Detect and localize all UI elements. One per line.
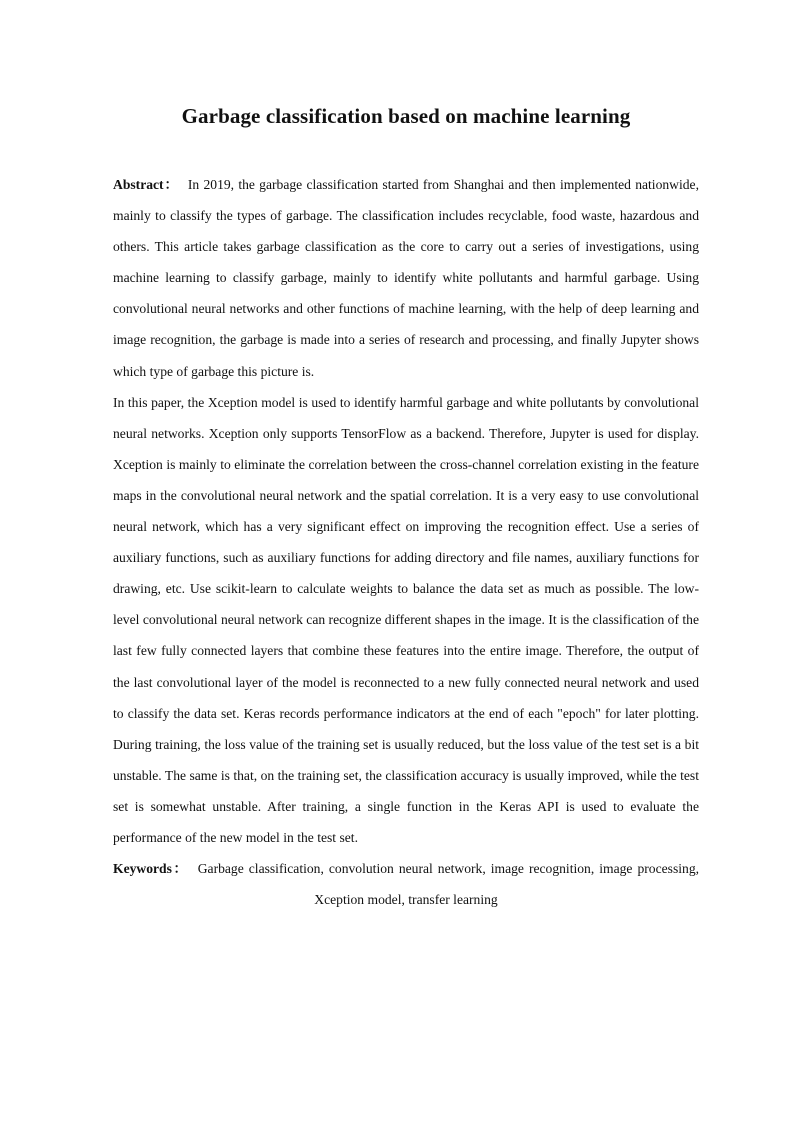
abstract-section	[113, 169, 699, 915]
abstract-label: Abstract	[113, 177, 164, 192]
abstract-paragraph-2	[113, 387, 699, 853]
abstract-paragraph-1-text: In 2019, the garbage classification started from Shanghai and then implemented nationwide, mainly to classify the types of garbage. The classification includes recyclable, food waste, hazardous and others. This article takes garbage classification as the core to carry out a series of investigations, using machine learning to classify garbage, mainly to identify white pollutants and harmful garbage. Using convolutional neural networks and other functions of machine learning, with the help of deep learning and image recognition, the garbage is made into a series of research and processing, and finally Jupyter shows which type of garbage this picture is.	[113, 177, 699, 379]
keywords-label: Keywords	[113, 861, 172, 877]
abstract-label-colon: ：	[163, 177, 179, 192]
keywords-label-colon: ：	[171, 861, 189, 877]
abstract-paragraph-2-text: In this paper, the Xception model is used to identify harmful garbage and white pollutants by convolutional neural networks. Xception only supports TensorFlow as a backend. Therefore, Jupyter is used for display. Xception is mainly to eliminate the correlation between the cross-channel correlation existing in the feature maps in the convolutional neural network and the spatial correlation. It is a very easy to use convolutional neural network, which has a very significant effect on improving the recognition effect. Use a series of auxiliary functions, such as auxiliary functions for adding directory and file names, auxiliary functions for drawing, etc. Use scikit-learn to calculate weights to balance the data set as much as possible. The low-level convolutional neural network can recognize different shapes in the image. It is the classification of the last few fully connected layers that combine these features into the entire image. Therefore, the output of the last convolutional layer of the model is reconnected to a new fully connected neural network and used to classify the data set. Keras records performance indicators at the end of each "epoch" for later plotting. During training, the loss value of the training set is usually reduced, but the loss value of the test set is a bit unstable. The same is that, on the training set, the classification accuracy is usually improved, while the test set is somewhat unstable. After training, a single function in the Keras API is used to evaluate the performance of the new model in the test set.	[113, 394, 699, 845]
keywords-text: Garbage classification, convolution neural network, image recognition, image processing, Xception model, transfer learning	[197, 861, 700, 908]
abstract-paragraph-1	[113, 169, 699, 387]
paper-title: Garbage classification based on machine learning	[181, 104, 631, 128]
keywords-line	[113, 853, 699, 915]
